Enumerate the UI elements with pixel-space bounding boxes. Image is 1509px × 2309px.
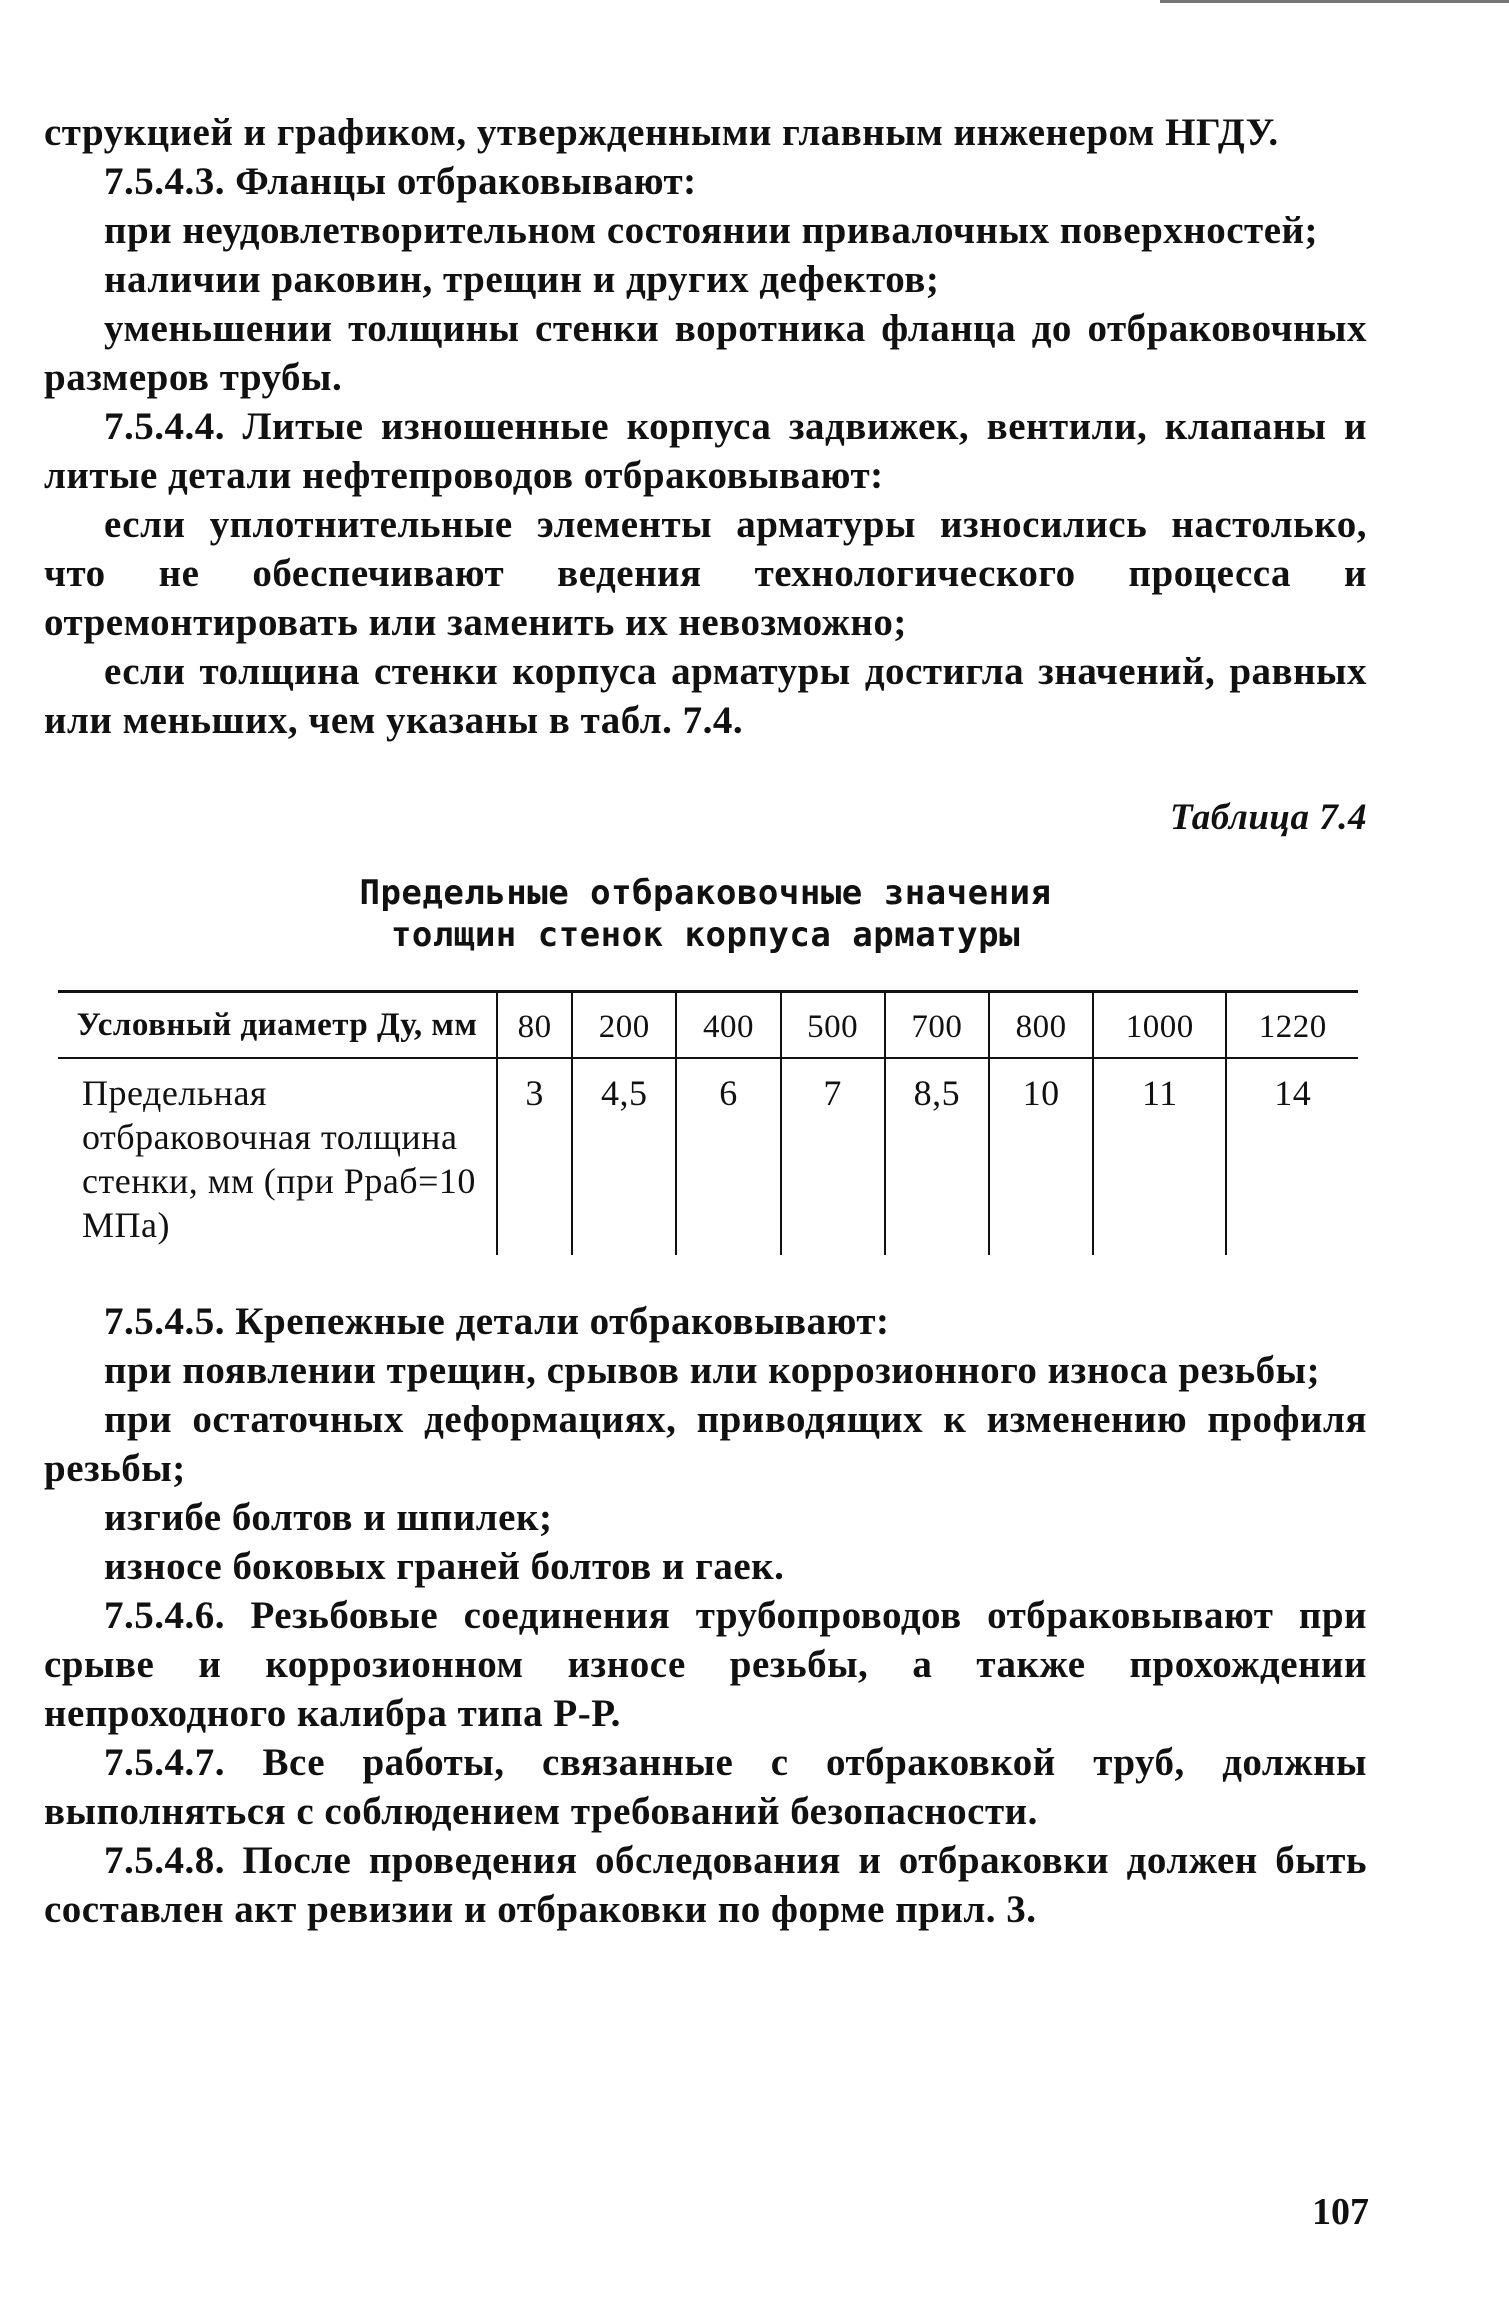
paragraph: 7.5.4.3. Фланцы отбраковывают:	[104, 160, 697, 203]
diameter-cell: 500	[781, 992, 885, 1059]
diameter-cell: 80	[497, 992, 572, 1059]
table-caption: Таблица 7.4	[1170, 797, 1367, 838]
table-title-line: толщин стенок корпуса арматуры	[390, 915, 1021, 955]
page-body	[44, 108, 1367, 1934]
header-label: Условный диаметр Ду, мм	[58, 992, 497, 1059]
diameter-cell: 400	[676, 992, 780, 1059]
thickness-cell: 10	[989, 1058, 1093, 1255]
thickness-cell: 11	[1093, 1058, 1226, 1255]
thickness-cell: 4,5	[572, 1058, 676, 1255]
diameter-cell: 1000	[1093, 992, 1226, 1059]
paragraph: изгибе болтов и шпилек;	[104, 1496, 553, 1539]
paragraph: 7.5.4.6. Резьбовые соединения трубопроводов отбраковывают при срыве и коррозионном износе резьбы, а также прохождении непроходного калибра типа Р-Р.	[44, 1594, 1367, 1735]
row-label: Предельная отбраковочная толщина стенки, мм (при Pраб=10 МПа)	[82, 1073, 476, 1245]
thickness-cell: 6	[676, 1058, 780, 1255]
diameter-cell: 200	[572, 992, 676, 1059]
paragraph: 7.5.4.8. После проведения обследования и отбраковки должен быть составлен акт ревизии и отбраковки по форме прил. 3.	[44, 1839, 1367, 1931]
table-header-row	[58, 992, 1358, 1059]
diameter-cell: 1220	[1226, 992, 1358, 1059]
paragraph: при неудовлетворительном состоянии привалочных поверхностей;	[104, 209, 1318, 252]
thickness-cell: 3	[497, 1058, 572, 1255]
paragraph: 7.5.4.5. Крепежные детали отбраковывают:	[104, 1300, 890, 1343]
paragraph: 7.5.4.7. Все работы, связанные с отбраковкой труб, должны выполняться с соблюдением требований безопасности.	[44, 1741, 1367, 1833]
thickness-cell: 7	[781, 1058, 885, 1255]
paragraph: уменьшении толщины стенки воротника фланца до отбраковочных размеров трубы.	[44, 307, 1367, 399]
paragraph: при появлении трещин, срывов или коррозионного износа резьбы;	[104, 1349, 1321, 1392]
limits-table	[58, 990, 1358, 1255]
paragraph: износе боковых граней болтов и гаек.	[104, 1545, 785, 1588]
paragraph: при остаточных деформациях, приводящих к изменению профиля резьбы;	[44, 1398, 1367, 1490]
paragraph: 7.5.4.4. Литые изношенные корпуса задвижек, вентили, клапаны и литые детали нефтепроводов отбраковывают:	[44, 405, 1367, 497]
thickness-cell: 8,5	[885, 1058, 989, 1255]
diameter-cell: 700	[885, 992, 989, 1059]
page-number: 107	[1312, 2191, 1369, 2233]
table-row	[58, 1058, 1358, 1255]
paragraph: наличии раковин, трещин и других дефектов;	[104, 258, 940, 301]
top-edge-rule	[1160, 0, 1509, 3]
section-after-table	[44, 1297, 1367, 1934]
table-title-line: Предельные отбраковочные значения	[359, 873, 1052, 913]
thickness-cell: 14	[1226, 1058, 1358, 1255]
paragraph: если толщина стенки корпуса арматуры достигла значений, равных или меньших, чем указаны в табл. 7.4.	[44, 650, 1367, 742]
paragraph: струкцией и графиком, утвержденными главным инженером НГДУ.	[44, 111, 1279, 154]
paragraph: если уплотнительные элементы арматуры износились настолько, что не обеспечивают ведения технологического процесса и отремонтировать или заменить их невозможно;	[44, 503, 1367, 644]
table-title	[44, 872, 1367, 956]
diameter-cell: 800	[989, 992, 1093, 1059]
